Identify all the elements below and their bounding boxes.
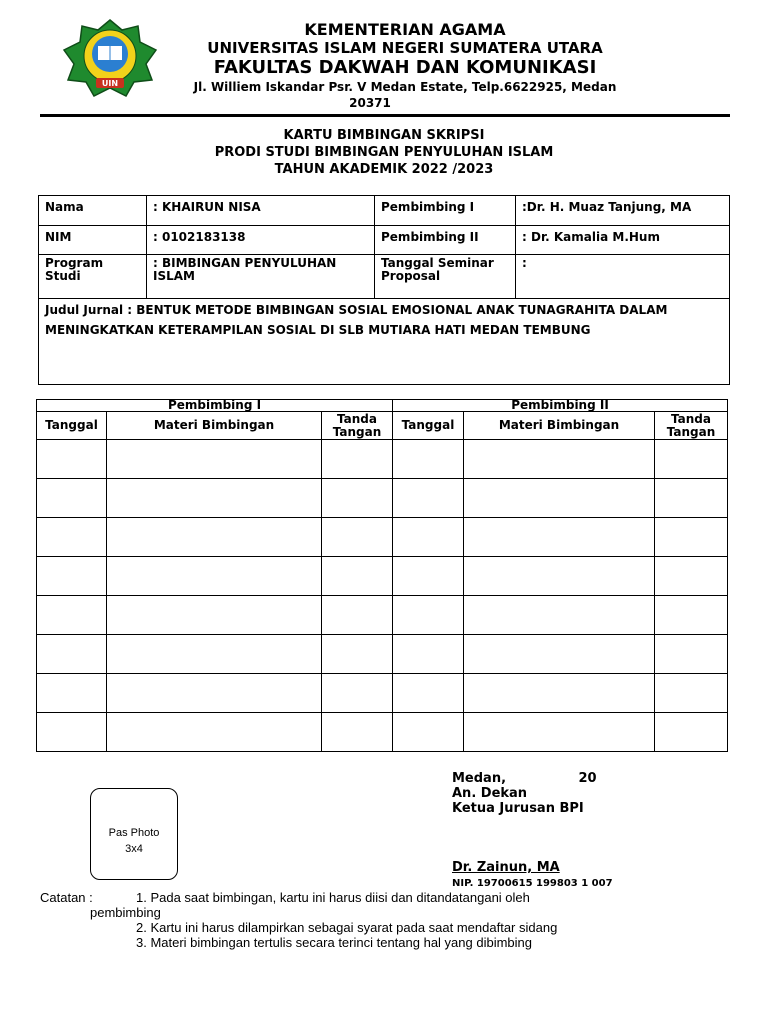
academic-year: TAHUN AKADEMIK 2022 /2023 <box>274 162 494 177</box>
table-row <box>37 674 728 713</box>
nama-value: : KHAIRUN NISA <box>147 196 375 226</box>
table-row <box>37 713 728 752</box>
nama-label: Nama <box>39 196 147 226</box>
signer-name: Dr. Zainun, MA <box>452 860 560 875</box>
table-row <box>37 440 728 479</box>
pembimbing1-value: :Dr. H. Muaz Tanjung, MA <box>516 196 730 226</box>
tanda-cell[interactable] <box>655 557 728 596</box>
tanggal-cell[interactable] <box>393 596 464 635</box>
tanda-cell[interactable] <box>655 635 728 674</box>
group-pembimbing-2: Pembimbing II <box>393 400 728 412</box>
table-row <box>37 557 728 596</box>
materi-cell[interactable] <box>107 596 322 635</box>
an-dekan: An. Dekan <box>452 786 528 801</box>
tanda-cell[interactable] <box>322 635 393 674</box>
materi-cell[interactable] <box>107 674 322 713</box>
tanggal-cell[interactable] <box>393 557 464 596</box>
tanggal-cell[interactable] <box>37 557 107 596</box>
tanggal-cell[interactable] <box>37 440 107 479</box>
materi-cell[interactable] <box>464 557 655 596</box>
materi-cell[interactable] <box>107 440 322 479</box>
materi-cell[interactable] <box>107 635 322 674</box>
pembimbing2-label: Pembimbing II <box>375 226 516 255</box>
tanda-cell[interactable] <box>655 674 728 713</box>
seminar-value: : <box>516 255 730 299</box>
notes-label: Catatan : <box>40 890 93 905</box>
col-tanda-2: Tanda Tangan <box>655 412 728 440</box>
tanggal-cell[interactable] <box>37 596 107 635</box>
materi-cell[interactable] <box>464 440 655 479</box>
materi-cell[interactable] <box>464 596 655 635</box>
prodi-value: : BIMBINGAN PENYULUHAN ISLAM <box>147 255 375 299</box>
col-tanda-1: Tanda Tangan <box>322 412 393 440</box>
tanggal-cell[interactable] <box>37 479 107 518</box>
seminar-label: Tanggal Seminar Proposal <box>375 255 516 299</box>
guidance-rows <box>37 440 728 752</box>
tanggal-cell[interactable] <box>37 518 107 557</box>
tanggal-cell[interactable] <box>393 713 464 752</box>
university-logo <box>60 18 160 98</box>
table-row <box>37 635 728 674</box>
pembimbing2-value: : Dr. Kamalia M.Hum <box>516 226 730 255</box>
tanda-cell[interactable] <box>655 596 728 635</box>
student-info-table <box>38 195 730 385</box>
tanggal-cell[interactable] <box>393 518 464 557</box>
tanda-cell[interactable] <box>655 440 728 479</box>
group-pembimbing-1: Pembimbing I <box>37 400 393 412</box>
tanggal-cell[interactable] <box>393 635 464 674</box>
faculty-name: FAKULTAS DAKWAH DAN KOMUNIKASI <box>213 57 597 78</box>
note-item-1: 1. Pada saat bimbingan, kartu ini harus diisi dan ditandatangani oleh <box>136 890 530 905</box>
materi-cell[interactable] <box>464 518 655 557</box>
tanggal-cell[interactable] <box>393 440 464 479</box>
tanggal-cell[interactable] <box>393 479 464 518</box>
tanggal-cell[interactable] <box>393 674 464 713</box>
note-item-3: 3. Materi bimbingan tertulis secara terinci tentang hal yang dibimbing <box>136 935 532 950</box>
tanda-cell[interactable] <box>322 674 393 713</box>
note-item-2: 2. Kartu ini harus dilampirkan sebagai syarat pada saat mendaftar sidang <box>136 920 558 935</box>
address-line-1: Jl. Williem Iskandar Psr. V Medan Estate, Telp.6622925, Medan <box>193 80 617 94</box>
header-divider <box>40 114 730 117</box>
col-materi-2: Materi Bimbingan <box>464 412 655 440</box>
table-row <box>37 518 728 557</box>
photo-label: Pas Photo <box>108 827 160 839</box>
table-row <box>37 596 728 635</box>
tanda-cell[interactable] <box>322 713 393 752</box>
place-date: Medan, 20 <box>452 771 597 786</box>
materi-cell[interactable] <box>464 635 655 674</box>
col-tanggal-1: Tanggal <box>37 412 107 440</box>
tanda-cell[interactable] <box>322 479 393 518</box>
guidance-table <box>36 399 728 752</box>
ministry-name: KEMENTERIAN AGAMA <box>304 20 506 39</box>
materi-cell[interactable] <box>464 479 655 518</box>
card-title: KARTU BIMBINGAN SKRIPSI <box>283 128 485 143</box>
materi-cell[interactable] <box>107 518 322 557</box>
signer-position: Ketua Jurusan BPI <box>452 801 584 816</box>
nim-label: NIM <box>39 226 147 255</box>
tanda-cell[interactable] <box>655 518 728 557</box>
col-tanggal-2: Tanggal <box>393 412 464 440</box>
col-materi-1: Materi Bimbingan <box>107 412 322 440</box>
pembimbing1-label: Pembimbing I <box>375 196 516 226</box>
tanda-cell[interactable] <box>322 557 393 596</box>
judul-jurnal: Judul Jurnal : BENTUK METODE BIMBINGAN SOSIAL EMOSIONAL ANAK TUNAGRAHITA DALAM MENINGKATKAN KETERAMPILAN SOSIAL DI SLB MUTIARA HATI MEDAN TEMBUNG <box>39 299 730 385</box>
photo-size: 3x4 <box>125 843 143 855</box>
photo-placeholder <box>90 788 178 880</box>
table-row <box>37 479 728 518</box>
logo-text: UIN <box>101 79 119 88</box>
signer-nip: NIP. 19700615 199803 1 007 <box>452 878 613 889</box>
tanggal-cell[interactable] <box>37 635 107 674</box>
materi-cell[interactable] <box>464 713 655 752</box>
materi-cell[interactable] <box>107 713 322 752</box>
tanda-cell[interactable] <box>322 440 393 479</box>
tanda-cell[interactable] <box>322 596 393 635</box>
tanda-cell[interactable] <box>655 713 728 752</box>
materi-cell[interactable] <box>107 557 322 596</box>
tanggal-cell[interactable] <box>37 674 107 713</box>
nim-value: : 0102183138 <box>147 226 375 255</box>
note-item-1-cont: pembimbing <box>90 905 161 920</box>
materi-cell[interactable] <box>107 479 322 518</box>
tanda-cell[interactable] <box>322 518 393 557</box>
tanggal-cell[interactable] <box>37 713 107 752</box>
address-line-2: 20371 <box>349 96 391 110</box>
tanda-cell[interactable] <box>655 479 728 518</box>
university-name: UNIVERSITAS ISLAM NEGERI SUMATERA UTARA <box>207 39 603 57</box>
program-title: PRODI STUDI BIMBINGAN PENYULUHAN ISLAM <box>214 145 554 160</box>
prodi-label: Program Studi <box>39 255 147 299</box>
materi-cell[interactable] <box>464 674 655 713</box>
